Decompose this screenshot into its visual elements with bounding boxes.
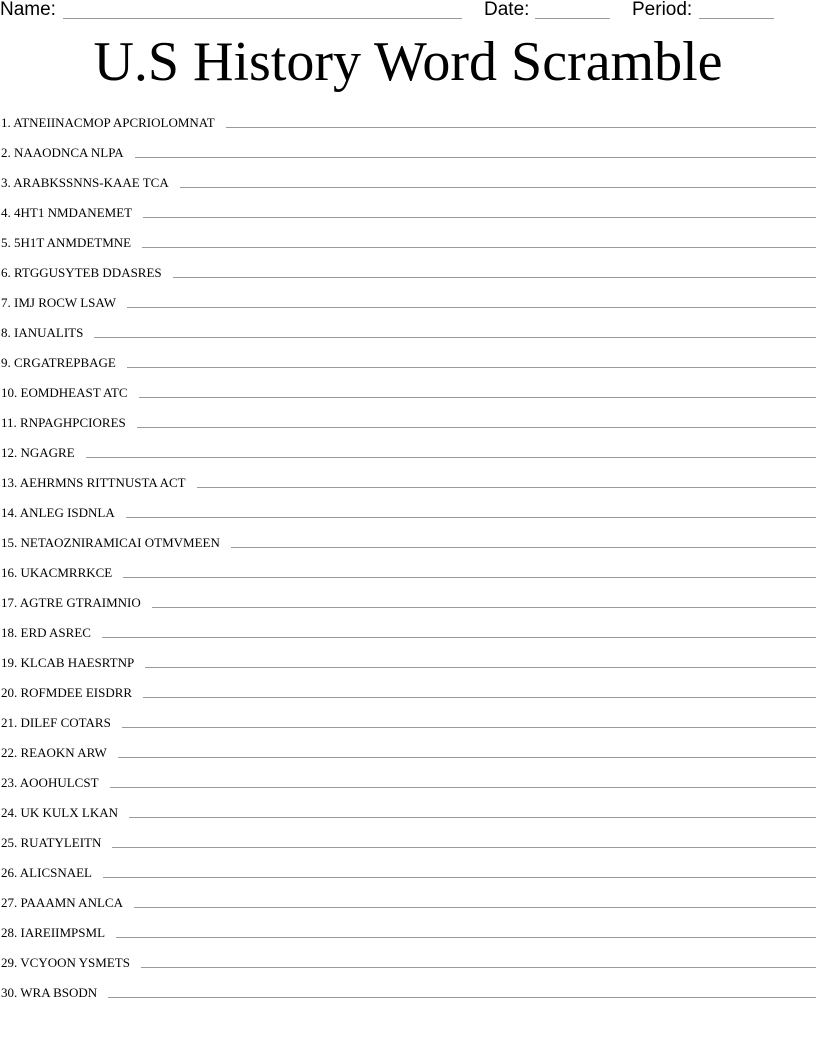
list-item: [0, 558, 816, 588]
list-item: [0, 678, 816, 708]
scrambled-word: 25. RUATYLEITN: [1, 835, 102, 850]
answer-field[interactable]: [94, 337, 816, 338]
scrambled-word: 10. EOMDHEAST ATC: [1, 385, 128, 400]
scrambled-word: 24. UK KULX LKAN: [1, 805, 118, 820]
scrambled-word: 11. RNPAGHPCIORES: [1, 415, 126, 430]
list-item: [0, 108, 816, 138]
answer-field[interactable]: [145, 667, 816, 668]
scrambled-word: 6. RTGGUSYTEB DDASRES: [1, 265, 162, 280]
list-item: [0, 168, 816, 198]
scramble-list: [0, 108, 816, 1008]
answer-field[interactable]: [103, 877, 816, 878]
answer-field[interactable]: [141, 967, 816, 968]
answer-field[interactable]: [123, 577, 816, 578]
scrambled-word: 21. DILEF COTARS: [1, 715, 111, 730]
list-item: [0, 138, 816, 168]
list-item: [0, 378, 816, 408]
list-item: [0, 738, 816, 768]
scrambled-word: 23. AOOHULCST: [1, 775, 99, 790]
scrambled-word: 9. CRGATREPBAGE: [1, 355, 116, 370]
list-item: [0, 408, 816, 438]
period-label: Period:: [632, 0, 693, 20]
list-item: [0, 888, 816, 918]
answer-field[interactable]: [173, 277, 816, 278]
answer-field[interactable]: [127, 307, 816, 308]
list-item: [0, 768, 816, 798]
answer-field[interactable]: [102, 637, 816, 638]
list-item: [0, 648, 816, 678]
scrambled-word: 18. ERD ASREC: [1, 625, 91, 640]
list-item: [0, 588, 816, 618]
answer-field[interactable]: [129, 817, 816, 818]
scrambled-word: 2. NAAODNCA NLPA: [1, 145, 124, 160]
answer-field[interactable]: [180, 187, 816, 188]
answer-field[interactable]: [112, 847, 816, 848]
answer-field[interactable]: [197, 487, 816, 488]
scrambled-word: 22. REAOKN ARW: [1, 745, 107, 760]
answer-field[interactable]: [139, 397, 816, 398]
answer-field[interactable]: [118, 757, 816, 758]
worksheet-header: [0, 0, 816, 22]
answer-field[interactable]: [126, 517, 816, 518]
answer-field[interactable]: [108, 997, 816, 998]
answer-field[interactable]: [127, 367, 816, 368]
list-item: [0, 948, 816, 978]
date-field[interactable]: [535, 18, 610, 19]
answer-field[interactable]: [152, 607, 816, 608]
scrambled-word: 1. ATNEIINACMOP APCRIOLOMNAT: [1, 115, 215, 130]
answer-field[interactable]: [110, 787, 816, 788]
answer-field[interactable]: [143, 697, 816, 698]
scrambled-word: 13. AEHRMNS RITTNUSTA ACT: [1, 475, 186, 490]
scrambled-word: 28. IAREIIMPSML: [1, 925, 106, 940]
scrambled-word: 20. ROFMDEE EISDRR: [1, 685, 133, 700]
list-item: [0, 798, 816, 828]
answer-field[interactable]: [143, 217, 816, 218]
scrambled-word: 5. 5H1T ANMDETMNE: [1, 235, 132, 250]
answer-field[interactable]: [122, 727, 816, 728]
list-item: [0, 918, 816, 948]
scrambled-word: 12. NGAGRE: [1, 445, 75, 460]
answer-field[interactable]: [137, 427, 816, 428]
answer-field[interactable]: [226, 127, 816, 128]
scrambled-word: 17. AGTRE GTRAIMNIO: [1, 595, 141, 610]
list-item: [0, 498, 816, 528]
scrambled-word: 16. UKACMRRKCE: [1, 565, 113, 580]
scrambled-word: 26. ALICSNAEL: [1, 865, 92, 880]
list-item: [0, 618, 816, 648]
list-item: [0, 228, 816, 258]
list-item: [0, 318, 816, 348]
scrambled-word: 7. IMJ ROCW LSAW: [1, 295, 117, 310]
list-item: [0, 468, 816, 498]
answer-field[interactable]: [231, 547, 816, 548]
page-title: U.S History Word Scramble: [93, 31, 723, 93]
list-item: [0, 438, 816, 468]
name-label: Name:: [0, 0, 56, 20]
name-field[interactable]: [63, 18, 462, 19]
date-label: Date:: [484, 0, 530, 20]
scrambled-word: 4. 4HT1 NMDANEMET: [1, 205, 133, 220]
answer-field[interactable]: [116, 937, 816, 938]
scrambled-word: 3. ARABKSSNNS-KAAE TCA: [1, 175, 169, 190]
scrambled-word: 19. KLCAB HAESRTNP: [1, 655, 135, 670]
list-item: [0, 858, 816, 888]
list-item: [0, 708, 816, 738]
scrambled-word: 29. VCYOON YSMETS: [1, 955, 130, 970]
answer-field[interactable]: [86, 457, 816, 458]
answer-field[interactable]: [142, 247, 816, 248]
scrambled-word: 15. NETAOZNIRAMICAI OTMVMEEN: [1, 535, 220, 550]
list-item: [0, 348, 816, 378]
list-item: [0, 528, 816, 558]
list-item: [0, 978, 816, 1008]
list-item: [0, 288, 816, 318]
scrambled-word: 8. IANUALITS: [1, 325, 84, 340]
list-item: [0, 828, 816, 858]
period-field[interactable]: [699, 18, 774, 19]
scrambled-word: 30. WRA BSODN: [1, 985, 98, 1000]
scrambled-word: 27. PAAAMN ANLCA: [1, 895, 123, 910]
scrambled-word: 14. ANLEG ISDNLA: [1, 505, 115, 520]
answer-field[interactable]: [134, 907, 816, 908]
list-item: [0, 198, 816, 228]
list-item: [0, 258, 816, 288]
answer-field[interactable]: [135, 157, 816, 158]
